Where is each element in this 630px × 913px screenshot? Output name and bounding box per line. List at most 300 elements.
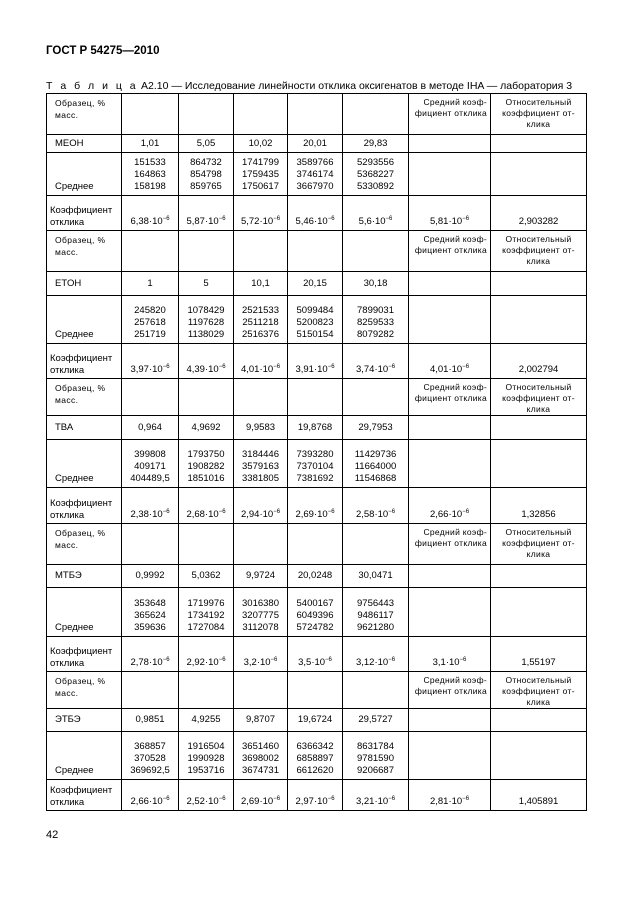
concentration-cell: 20,0248 <box>288 565 343 588</box>
coefficient-exponent: −6 <box>462 509 470 515</box>
peak-area-stack <box>291 305 339 341</box>
coefficient-mantissa: 2,97·10 <box>295 796 328 807</box>
response-coefficient-cell <box>343 637 409 672</box>
peak-area-value: 158198 <box>134 181 166 192</box>
concentration-cell: 0,9851 <box>122 709 179 732</box>
concentration-cell: 0,9992 <box>122 565 179 588</box>
response-coefficient <box>186 796 225 807</box>
peak-area-cell <box>343 588 409 637</box>
coefficient-mantissa: 3,21·10 <box>355 796 389 807</box>
coefficient-mantissa: 3,91·10 <box>295 364 328 375</box>
coefficient-label-line: отклика <box>50 658 85 669</box>
concentration-cell: 20,15 <box>288 272 343 296</box>
rel-coef-header <box>491 231 587 272</box>
empty-cell <box>343 231 409 272</box>
coefficient-exponent: −6 <box>218 657 226 663</box>
empty-cell <box>491 440 587 488</box>
response-coefficient-cell <box>179 488 234 524</box>
peak-area-value: 1734192 <box>187 610 225 621</box>
peak-area-value: 11546868 <box>354 473 397 484</box>
coefficient-exponent: −6 <box>218 364 226 370</box>
coefficient-mantissa: 3,1·10 <box>432 657 460 668</box>
peak-area-value: 6049396 <box>296 610 334 621</box>
average-coefficient-cell <box>409 637 491 672</box>
peak-area-stack <box>237 449 284 485</box>
empty-cell <box>491 709 587 732</box>
avg-coef-header <box>409 672 491 709</box>
empty-cell <box>491 272 587 296</box>
peak-area-value: 9206687 <box>357 765 394 776</box>
peak-area-row <box>47 588 587 637</box>
concentration-row <box>47 416 587 440</box>
coefficient-exponent: −6 <box>459 657 467 663</box>
average-coefficient <box>430 364 469 375</box>
peak-area-value: 1793750 <box>187 449 225 460</box>
response-coefficient-cell <box>122 637 179 672</box>
coefficient-exponent: −6 <box>218 796 226 802</box>
peak-area-value: 864732 <box>190 157 222 168</box>
concentration-cell: 29,5727 <box>343 709 409 732</box>
response-coefficient <box>295 364 334 375</box>
rel-coef-header-line: Относительный <box>505 527 572 537</box>
compound-name: МЕОН <box>47 135 122 153</box>
relative-coefficient: 1,32856 <box>491 488 587 524</box>
peak-area-stack <box>237 305 284 341</box>
peak-area-value: 257618 <box>134 317 166 328</box>
peak-area-value: 11664000 <box>354 461 397 472</box>
peak-area-cell <box>343 440 409 488</box>
empty-cell <box>234 672 288 709</box>
coefficient-label-line: Коэффициент <box>50 785 113 796</box>
peak-area-value: 1851016 <box>187 473 225 484</box>
peak-area-value: 1750617 <box>242 181 279 192</box>
peak-area-value: 1138029 <box>187 329 225 340</box>
concentration-cell: 5,05 <box>179 135 234 153</box>
peak-area-value: 5293556 <box>357 157 394 168</box>
peak-area-value: 1078429 <box>187 305 225 316</box>
rel-coef-header <box>491 379 587 416</box>
peak-area-value: 3698002 <box>242 753 279 764</box>
average-label: Среднее <box>47 296 122 344</box>
avg-coef-header-line: фициент отклика <box>414 538 487 548</box>
empty-cell <box>343 94 409 135</box>
empty-cell <box>491 416 587 440</box>
rel-coef-header-line: коэффициент от- <box>502 245 575 255</box>
rel-coef-header-line: клика <box>526 256 551 266</box>
empty-cell <box>491 732 587 780</box>
response-coefficient-cell <box>288 196 343 231</box>
average-coefficient <box>430 509 469 520</box>
peak-area-cell <box>234 588 288 637</box>
concentration-row <box>47 565 587 588</box>
peak-area-value: 353648 <box>134 598 166 609</box>
rel-coef-header-line: Относительный <box>505 97 572 107</box>
peak-area-value: 3112078 <box>242 622 279 633</box>
avg-coef-header <box>409 231 491 272</box>
coefficient-label <box>47 196 122 231</box>
peak-area-value: 11429736 <box>354 449 397 460</box>
empty-cell <box>234 94 288 135</box>
peak-area-value: 5330892 <box>357 181 394 192</box>
empty-cell <box>288 524 343 565</box>
response-coefficient-cell <box>288 637 343 672</box>
compound-name: ТВА <box>47 416 122 440</box>
peak-area-value: 368857 <box>134 741 166 752</box>
peak-area-value: 3579163 <box>242 461 279 472</box>
peak-area-value: 1916504 <box>187 741 225 752</box>
concentration-cell: 10,1 <box>234 272 288 296</box>
sample-label-cell <box>47 231 122 272</box>
sample-label: Образец, % масс. <box>55 235 106 257</box>
coefficient-exponent: −6 <box>273 216 281 222</box>
peak-area-cell <box>288 732 343 780</box>
avg-coef-header <box>409 94 491 135</box>
avg-coef-header <box>409 524 491 565</box>
coefficient-row <box>47 196 587 231</box>
coefficient-mantissa: 5,6·10 <box>358 216 386 227</box>
empty-cell <box>179 524 234 565</box>
relative-coefficient: 1,55197 <box>491 637 587 672</box>
response-coefficient-cell <box>179 780 234 811</box>
empty-cell <box>122 94 179 135</box>
concentration-cell: 29,7953 <box>343 416 409 440</box>
rel-coef-header-line: Относительный <box>505 234 572 244</box>
peak-area-cell <box>122 440 179 488</box>
peak-area-stack <box>125 157 175 193</box>
average-label: Среднее <box>47 732 122 780</box>
peak-area-cell <box>179 296 234 344</box>
block-header-row <box>47 379 587 416</box>
peak-area-stack <box>346 449 405 485</box>
coefficient-mantissa: 2,58·10 <box>355 509 389 520</box>
relative-coefficient: 2,002794 <box>491 344 587 379</box>
coefficient-label <box>47 488 122 524</box>
empty-cell <box>122 379 179 416</box>
concentration-cell: 9,9583 <box>234 416 288 440</box>
coefficient-label <box>47 344 122 379</box>
sample-label: Образец, % масс. <box>55 383 106 405</box>
empty-cell <box>491 135 587 153</box>
peak-area-value: 5200823 <box>296 317 334 328</box>
coefficient-label-line: Коэффициент <box>50 646 113 657</box>
peak-area-row <box>47 153 587 196</box>
rel-coef-header-line: клика <box>526 549 551 559</box>
avg-coef-header-line: Средний коэф- <box>423 234 487 244</box>
empty-cell <box>288 94 343 135</box>
coefficient-mantissa: 3,74·10 <box>355 364 389 375</box>
rel-coef-header-line: Относительный <box>505 675 572 685</box>
coefficient-label-line: отклика <box>50 365 85 376</box>
peak-area-cell <box>122 153 179 196</box>
peak-area-value: 399808 <box>134 449 166 460</box>
peak-area-stack <box>291 598 339 634</box>
response-coefficient-cell <box>179 196 234 231</box>
peak-area-stack <box>346 157 405 193</box>
avg-coef-header-line: Средний коэф- <box>423 382 487 392</box>
empty-cell <box>179 94 234 135</box>
empty-cell <box>122 231 179 272</box>
coefficient-exponent: −6 <box>327 216 335 222</box>
coefficient-mantissa: 2,66·10 <box>429 509 463 520</box>
peak-area-value: 3184446 <box>242 449 279 460</box>
response-coefficient <box>241 509 280 520</box>
peak-area-value: 8631784 <box>357 741 394 752</box>
peak-area-value: 245820 <box>134 305 166 316</box>
peak-area-value: 3674731 <box>242 765 279 776</box>
peak-area-value: 5368227 <box>357 169 394 180</box>
peak-area-value: 1727084 <box>187 622 225 633</box>
response-coefficient <box>359 216 393 227</box>
peak-area-value: 1759435 <box>242 169 279 180</box>
coefficient-exponent: −6 <box>218 509 226 515</box>
peak-area-cell <box>179 588 234 637</box>
response-coefficient <box>244 657 278 668</box>
coefficient-mantissa: 4,01·10 <box>240 364 274 375</box>
coefficient-exponent: −6 <box>162 657 170 663</box>
coefficient-label-line: Коэффициент <box>50 498 113 509</box>
average-coefficient <box>433 657 467 668</box>
peak-area-stack <box>125 598 175 634</box>
peak-area-cell <box>343 732 409 780</box>
empty-cell <box>491 153 587 196</box>
peak-area-stack <box>182 741 230 777</box>
average-coefficient <box>430 796 469 807</box>
rel-coef-header <box>491 524 587 565</box>
coefficient-mantissa: 3,2·10 <box>243 657 271 668</box>
empty-cell <box>409 440 491 488</box>
coefficient-label-line: отклика <box>50 510 85 521</box>
coefficient-mantissa: 3,12·10 <box>355 657 389 668</box>
peak-area-value: 5400167 <box>296 598 334 609</box>
coefficient-mantissa: 4,39·10 <box>186 364 219 375</box>
response-coefficient <box>295 216 334 227</box>
concentration-cell: 10,02 <box>234 135 288 153</box>
empty-cell <box>288 379 343 416</box>
response-coefficient-cell <box>343 344 409 379</box>
relative-coefficient: 2,903282 <box>491 196 587 231</box>
empty-cell <box>409 153 491 196</box>
concentration-cell: 19,8768 <box>288 416 343 440</box>
coefficient-mantissa: 4,01·10 <box>429 364 463 375</box>
concentration-row <box>47 135 587 153</box>
peak-area-cell <box>122 732 179 780</box>
response-coefficient <box>186 657 225 668</box>
peak-area-value: 9756443 <box>357 598 394 609</box>
peak-area-cell <box>234 440 288 488</box>
peak-area-value: 3016380 <box>242 598 279 609</box>
peak-area-value: 359636 <box>134 622 166 633</box>
avg-coef-header-line: фициент отклика <box>414 245 487 255</box>
block-header-row <box>47 94 587 135</box>
peak-area-stack <box>125 449 175 485</box>
peak-area-value: 3651460 <box>242 741 279 752</box>
concentration-cell: 9,9724 <box>234 565 288 588</box>
response-coefficient <box>130 364 169 375</box>
response-coefficient-cell <box>122 344 179 379</box>
concentration-cell: 30,18 <box>343 272 409 296</box>
coefficient-mantissa: 2,94·10 <box>240 509 274 520</box>
peak-area-cell <box>288 588 343 637</box>
peak-area-stack <box>291 157 339 193</box>
compound-name: МТБЭ <box>47 565 122 588</box>
empty-cell <box>491 588 587 637</box>
response-coefficient-cell <box>234 196 288 231</box>
empty-cell <box>288 672 343 709</box>
concentration-cell: 30,0471 <box>343 565 409 588</box>
coefficient-mantissa: 5,87·10 <box>186 216 219 227</box>
empty-cell <box>122 672 179 709</box>
coefficient-mantissa: 5,46·10 <box>295 216 328 227</box>
coefficient-mantissa: 2,92·10 <box>186 657 219 668</box>
rel-coef-header-line: коэффициент от- <box>502 686 575 696</box>
peak-area-stack <box>291 741 339 777</box>
response-coefficient <box>295 796 334 807</box>
peak-area-value: 5099484 <box>296 305 334 316</box>
sample-label-cell <box>47 94 122 135</box>
rel-coef-header-line: клика <box>526 404 551 414</box>
peak-area-value: 9486117 <box>357 610 394 621</box>
peak-area-cell <box>288 440 343 488</box>
response-coefficient <box>241 796 280 807</box>
peak-area-value: 370528 <box>134 753 166 764</box>
peak-area-value: 854798 <box>190 169 222 180</box>
peak-area-value: 2516376 <box>242 329 279 340</box>
response-coefficient <box>241 364 280 375</box>
table-caption-text: А2.10 — Исследование линейности отклика оксигенатов в методе IHA — лаборатория 3 <box>141 80 573 92</box>
coefficient-mantissa: 2,68·10 <box>186 509 219 520</box>
empty-cell <box>409 709 491 732</box>
relative-coefficient: 1,405891 <box>491 780 587 811</box>
rel-coef-header <box>491 94 587 135</box>
response-coefficient <box>241 216 280 227</box>
coefficient-mantissa: 5,72·10 <box>240 216 274 227</box>
empty-cell <box>409 272 491 296</box>
peak-area-value: 7899031 <box>357 305 394 316</box>
coefficient-exponent: −6 <box>162 216 170 222</box>
empty-cell <box>343 672 409 709</box>
coefficient-mantissa: 2,66·10 <box>130 796 163 807</box>
table-body <box>47 94 587 811</box>
peak-area-stack <box>346 741 405 777</box>
coefficient-exponent: −6 <box>162 509 170 515</box>
average-coefficient-cell <box>409 780 491 811</box>
peak-area-cell <box>179 732 234 780</box>
peak-area-value: 3589766 <box>296 157 334 168</box>
concentration-cell: 1 <box>122 272 179 296</box>
coefficient-exponent: −6 <box>270 657 278 663</box>
rel-coef-header-line: клика <box>526 119 551 129</box>
response-coefficient-cell <box>288 780 343 811</box>
coefficient-exponent: −6 <box>385 216 393 222</box>
coefficient-mantissa: 6,38·10 <box>130 216 163 227</box>
empty-cell <box>122 524 179 565</box>
block-header-row <box>47 672 587 709</box>
rel-coef-header-line: Относительный <box>505 382 572 392</box>
empty-cell <box>409 135 491 153</box>
peak-area-cell <box>288 296 343 344</box>
peak-area-stack <box>125 741 175 777</box>
coefficient-row <box>47 344 587 379</box>
concentration-cell: 19,6724 <box>288 709 343 732</box>
peak-area-value: 8079282 <box>357 329 394 340</box>
avg-coef-header-line: фициент отклика <box>414 686 487 696</box>
coefficient-mantissa: 2,81·10 <box>429 796 463 807</box>
peak-area-value: 5150154 <box>296 329 334 340</box>
empty-cell <box>409 588 491 637</box>
response-coefficient <box>130 657 169 668</box>
empty-cell <box>288 231 343 272</box>
peak-area-value: 1197628 <box>187 317 225 328</box>
empty-cell <box>409 732 491 780</box>
coefficient-exponent: −6 <box>388 657 396 663</box>
table-wrapper <box>46 93 586 811</box>
response-coefficient <box>130 216 169 227</box>
avg-coef-header-line: фициент отклика <box>414 393 487 403</box>
response-coefficient-cell <box>122 196 179 231</box>
coefficient-exponent: −6 <box>218 216 226 222</box>
peak-area-cell <box>122 296 179 344</box>
peak-area-row <box>47 732 587 780</box>
peak-area-value: 365624 <box>134 610 166 621</box>
peak-area-value: 409171 <box>134 461 166 472</box>
peak-area-stack <box>237 157 284 193</box>
response-coefficient-cell <box>234 344 288 379</box>
peak-area-value: 151533 <box>134 157 166 168</box>
peak-area-value: 3207775 <box>242 610 279 621</box>
peak-area-value: 404489,5 <box>130 473 170 484</box>
peak-area-value: 1741799 <box>242 157 279 168</box>
coefficient-row <box>47 637 587 672</box>
empty-cell <box>409 565 491 588</box>
peak-area-value: 369692,5 <box>130 765 170 776</box>
peak-area-cell <box>234 732 288 780</box>
rel-coef-header-line: коэффициент от- <box>502 393 575 403</box>
coefficient-row <box>47 488 587 524</box>
coefficient-exponent: −6 <box>273 364 281 370</box>
peak-area-value: 251719 <box>134 329 166 340</box>
page-number: 42 <box>46 829 59 841</box>
response-coefficient-cell <box>343 488 409 524</box>
peak-area-value: 9781590 <box>357 753 394 764</box>
empty-cell <box>491 296 587 344</box>
avg-coef-header <box>409 379 491 416</box>
coefficient-row <box>47 780 587 811</box>
peak-area-cell <box>122 588 179 637</box>
peak-area-value: 3381805 <box>242 473 279 484</box>
response-coefficient-cell <box>343 196 409 231</box>
response-coefficient <box>186 509 225 520</box>
empty-cell <box>491 565 587 588</box>
response-coefficient <box>130 796 169 807</box>
coefficient-mantissa: 3,5·10 <box>298 657 326 668</box>
empty-cell <box>179 672 234 709</box>
rel-coef-header-line: коэффициент от- <box>502 108 575 118</box>
compound-name: ЭТБЭ <box>47 709 122 732</box>
response-coefficient-cell <box>288 344 343 379</box>
peak-area-row <box>47 296 587 344</box>
empty-cell <box>409 416 491 440</box>
peak-area-value: 7381692 <box>296 473 334 484</box>
sample-label-cell <box>47 524 122 565</box>
peak-area-stack <box>237 741 284 777</box>
peak-area-stack <box>125 305 175 341</box>
response-coefficient-cell <box>179 637 234 672</box>
average-coefficient-cell <box>409 488 491 524</box>
coefficient-mantissa: 3,97·10 <box>130 364 163 375</box>
coefficient-exponent: −6 <box>327 509 335 515</box>
peak-area-stack <box>182 305 230 341</box>
peak-area-stack <box>346 598 405 634</box>
